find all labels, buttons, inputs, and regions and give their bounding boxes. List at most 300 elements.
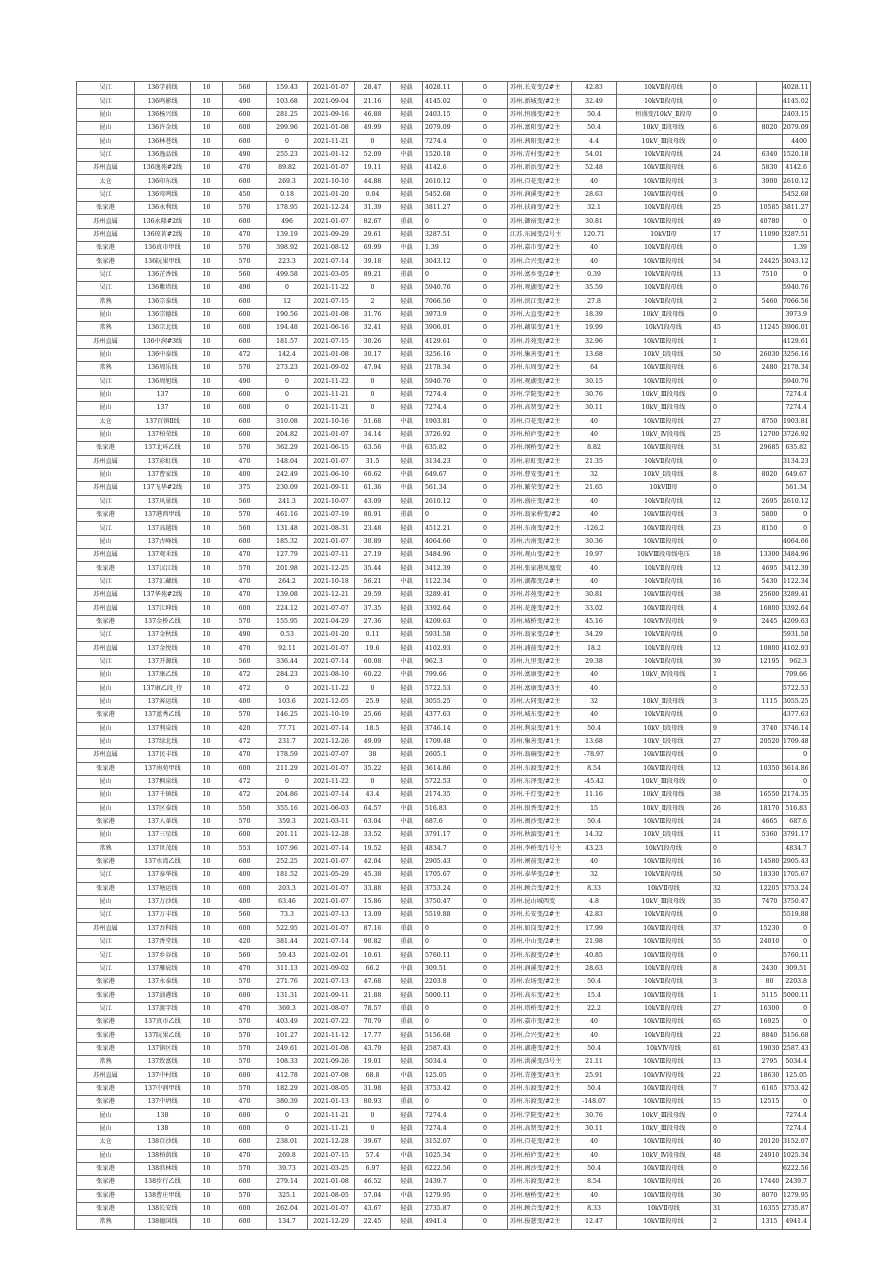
cell-peak-date: 2021-07-14 (308, 936, 355, 949)
cell-region: 昆山 (77, 1122, 135, 1135)
cell-max-current: 231.7 (267, 735, 308, 748)
cell-region: 吴江 (77, 82, 135, 95)
cell-user-count: 0 (711, 709, 757, 722)
cell-bus-name: 10kVⅡ母线 (617, 1202, 711, 1215)
cell-voltage: 10 (191, 669, 223, 682)
cell-source-substation: 苏州.如岗变/#2主 (508, 922, 572, 935)
cell-remaining-capacity: 3614.86 (783, 762, 811, 775)
table-row (77, 509, 811, 522)
cell-load-level: 轻载 (391, 949, 423, 962)
cell-load-level: 轻载 (391, 202, 423, 215)
table-row (77, 1136, 811, 1149)
cell-bus-name: 10kVⅢ段母线 (617, 1056, 711, 1069)
cell-rated-current: 570 (223, 362, 267, 375)
cell-bus-name: 10kVⅡ段母线 (617, 869, 711, 882)
cell-max-current: 496 (267, 215, 308, 228)
cell-region: 昆山 (77, 535, 135, 548)
cell-source-substation: 苏州.集善变/#1主 (508, 735, 572, 748)
cell-available-capacity: 1025.34 (423, 1149, 463, 1162)
table-row (77, 282, 811, 295)
table-row (77, 882, 811, 895)
cell-bus-name: 10kVⅡ段母线 (617, 629, 711, 642)
cell-voltage: 10 (191, 962, 223, 975)
cell-bus-load-rate: 8.54 (572, 762, 617, 775)
cell-bus-name: 10kVⅡ段母线 (617, 82, 711, 95)
cell-load-rate: 57.04 (355, 1189, 391, 1202)
cell-connected-capacity: 13300 (757, 549, 783, 562)
cell-voltage: 10 (191, 1096, 223, 1109)
cell-available-capacity: 2735.87 (423, 1202, 463, 1215)
table-row (77, 949, 811, 962)
cell-user-count: 55 (711, 936, 757, 949)
cell-bus-name: 10kVⅢ段母线 (617, 1162, 711, 1175)
cell-feeder-name: 136印东线 (135, 175, 191, 188)
table-row (77, 602, 811, 615)
cell-remaining-capacity: 309.51 (783, 962, 811, 975)
cell-rated-current: 600 (223, 762, 267, 775)
cell-connected-capacity: 12700 (757, 428, 783, 441)
cell-available-capacity: 635.82 (423, 442, 463, 455)
cell-load-level: 重载 (391, 1016, 423, 1029)
cell-load-rate: 90.82 (355, 936, 391, 949)
cell-overload-count: 0 (463, 428, 508, 441)
cell-rated-current: 472 (223, 775, 267, 788)
cell-user-count: 0 (711, 402, 757, 415)
cell-rated-current: 600 (223, 989, 267, 1002)
cell-load-rate: 63.56 (355, 442, 391, 455)
cell-max-current: 139.19 (267, 228, 308, 241)
cell-voltage: 10 (191, 122, 223, 135)
cell-connected-capacity: 18630 (757, 1069, 783, 1082)
cell-max-current: 0 (267, 682, 308, 695)
cell-region: 昆山 (77, 1149, 135, 1162)
cell-voltage: 10 (191, 442, 223, 455)
cell-region: 吴江 (77, 936, 135, 949)
cell-available-capacity: 3791.17 (423, 829, 463, 842)
cell-overload-count: 0 (463, 789, 508, 802)
cell-peak-date: 2021-10-19 (308, 709, 355, 722)
cell-connected-capacity: 19030 (757, 1042, 783, 1055)
cell-bus-name: 10kV_Ⅱ段母线 (617, 802, 711, 815)
cell-source-substation: 苏州.曹安变/#1主 (508, 468, 572, 481)
cell-peak-date: 2021-11-21 (308, 388, 355, 401)
cell-connected-capacity (757, 388, 783, 401)
table-row (77, 1162, 811, 1175)
cell-overload-count: 0 (463, 815, 508, 828)
cell-available-capacity: 0 (423, 1002, 463, 1015)
cell-voltage: 10 (191, 1002, 223, 1015)
cell-source-substation: 苏州.合兴变/#2主 (508, 255, 572, 268)
cell-load-rate: 39.18 (355, 255, 391, 268)
cell-bus-name: 10kVⅢ段母线 (617, 855, 711, 868)
cell-region: 张家港 (77, 442, 135, 455)
cell-available-capacity: 4102.93 (423, 642, 463, 655)
cell-bus-name: 10kVⅢ段母线 (617, 936, 711, 949)
cell-remaining-capacity: 3134.23 (783, 455, 811, 468)
cell-bus-load-rate: 52.48 (572, 162, 617, 175)
cell-feeder-name: 137油港线 (135, 989, 191, 1002)
cell-voltage: 10 (191, 709, 223, 722)
cell-available-capacity: 4145.02 (423, 95, 463, 108)
cell-bus-load-rate: 40 (572, 1136, 617, 1149)
cell-load-level: 轻载 (391, 1122, 423, 1135)
cell-load-level: 轻载 (391, 108, 423, 121)
cell-max-current: 325.1 (267, 1189, 308, 1202)
cell-remaining-capacity: 4941.4 (783, 1216, 811, 1229)
cell-source-substation: 苏州.东泽变/#2主 (508, 775, 572, 788)
cell-max-current: 412.78 (267, 1069, 308, 1082)
table-row (77, 669, 811, 682)
cell-connected-capacity: 12195 (757, 655, 783, 668)
cell-bus-load-rate: 21.65 (572, 482, 617, 495)
cell-available-capacity: 3152.07 (423, 1136, 463, 1149)
cell-peak-date: 2021-01-20 (308, 188, 355, 201)
cell-source-substation: 苏州.花莲变/#2主 (508, 602, 572, 615)
cell-available-capacity: 3134.23 (423, 455, 463, 468)
cell-load-rate: 0 (355, 402, 391, 415)
cell-region: 苏州直属 (77, 749, 135, 762)
cell-overload-count: 0 (463, 1096, 508, 1109)
cell-user-count: 1 (711, 335, 757, 348)
cell-source-substation: 苏州.富乡变/2#主 (508, 268, 572, 281)
cell-connected-capacity (757, 775, 783, 788)
cell-region: 昆山 (77, 829, 135, 842)
cell-overload-count: 0 (463, 695, 508, 708)
cell-max-current: 181.52 (267, 869, 308, 882)
cell-connected-capacity (757, 1162, 783, 1175)
cell-user-count: 3 (711, 976, 757, 989)
cell-rated-current: 600 (223, 135, 267, 148)
cell-available-capacity: 5760.11 (423, 949, 463, 962)
cell-load-level: 中载 (391, 815, 423, 828)
cell-region: 吴江 (77, 962, 135, 975)
cell-remaining-capacity: 1.39 (783, 242, 811, 255)
cell-region: 吴江 (77, 522, 135, 535)
cell-load-rate: 63.04 (355, 815, 391, 828)
cell-rated-current: 570 (223, 1029, 267, 1042)
cell-load-rate: 31.5 (355, 455, 391, 468)
cell-load-level: 轻载 (391, 869, 423, 882)
cell-bus-name: 10kVⅢ段母线 (617, 188, 711, 201)
cell-connected-capacity: 7510 (757, 268, 783, 281)
cell-user-count: 22 (711, 1069, 757, 1082)
cell-bus-name: 10kV_Ⅰ段母线 (617, 829, 711, 842)
cell-rated-current: 560 (223, 655, 267, 668)
cell-connected-capacity: 20520 (757, 735, 783, 748)
cell-overload-count: 0 (463, 562, 508, 575)
table-row (77, 362, 811, 375)
cell-load-rate: 45.38 (355, 869, 391, 882)
cell-connected-capacity: 4695 (757, 562, 783, 575)
table-row (77, 629, 811, 642)
cell-voltage: 10 (191, 615, 223, 628)
table-row (77, 122, 811, 135)
cell-rated-current: 600 (223, 882, 267, 895)
cell-connected-capacity: 16550 (757, 789, 783, 802)
cell-load-rate: 68.8 (355, 1069, 391, 1082)
cell-load-level: 中载 (391, 148, 423, 161)
cell-source-substation: 苏州.古南变/#2主 (508, 535, 572, 548)
cell-load-rate: 31.39 (355, 202, 391, 215)
cell-load-level: 轻载 (391, 882, 423, 895)
cell-max-current: 0 (267, 775, 308, 788)
cell-load-rate: 39.67 (355, 1136, 391, 1149)
cell-remaining-capacity: 3791.17 (783, 829, 811, 842)
cell-region: 吴江 (77, 869, 135, 882)
cell-peak-date: 2021-01-07 (308, 642, 355, 655)
cell-bus-load-rate: 18.2 (572, 642, 617, 655)
cell-source-substation: 苏州.大同变/#2主 (508, 695, 572, 708)
cell-voltage: 10 (191, 295, 223, 308)
cell-peak-date: 2021-07-15 (308, 1149, 355, 1162)
cell-load-rate: 33.88 (355, 882, 391, 895)
cell-available-capacity: 3484.96 (423, 549, 463, 562)
cell-overload-count: 0 (463, 802, 508, 815)
cell-overload-count: 0 (463, 1122, 508, 1135)
cell-connected-capacity: 16925 (757, 1016, 783, 1029)
cell-peak-date: 2021-06-15 (308, 442, 355, 455)
cell-available-capacity: 0 (423, 215, 463, 228)
cell-peak-date: 2021-06-03 (308, 802, 355, 815)
cell-max-current: 201.98 (267, 562, 308, 575)
table-row (77, 1149, 811, 1162)
cell-bus-name: 10kV_Ⅱ段母线 (617, 695, 711, 708)
cell-bus-load-rate: 8.54 (572, 1176, 617, 1189)
cell-region: 苏州直属 (77, 642, 135, 655)
cell-connected-capacity: 2695 (757, 495, 783, 508)
cell-load-level: 轻载 (391, 615, 423, 628)
cell-overload-count: 0 (463, 175, 508, 188)
cell-bus-load-rate: -126.2 (572, 522, 617, 535)
cell-bus-name: 10kVⅢ段母线 (617, 375, 711, 388)
cell-connected-capacity: 40780 (757, 215, 783, 228)
table-row (77, 495, 811, 508)
cell-bus-load-rate: 14.32 (572, 829, 617, 842)
cell-source-substation: 苏州.御宿变/#2主 (508, 215, 572, 228)
cell-bus-load-rate: 21.98 (572, 936, 617, 949)
cell-bus-name: 10kVⅢ母 (617, 482, 711, 495)
cell-region: 昆山 (77, 122, 135, 135)
cell-load-rate: 82.67 (355, 215, 391, 228)
cell-available-capacity: 7274.4 (423, 1122, 463, 1135)
cell-region: 常熟 (77, 295, 135, 308)
cell-max-current: 311.13 (267, 962, 308, 975)
cell-remaining-capacity: 649.67 (783, 468, 811, 481)
cell-available-capacity: 3256.16 (423, 348, 463, 361)
cell-load-level: 轻载 (391, 495, 423, 508)
cell-load-level: 轻载 (391, 855, 423, 868)
cell-region: 吴江 (77, 949, 135, 962)
cell-bus-name: 10kV_Ⅱ段母线 (617, 122, 711, 135)
cell-load-level: 轻载 (391, 522, 423, 535)
cell-user-count: 0 (711, 842, 757, 855)
cell-user-count: 32 (711, 882, 757, 895)
cell-remaining-capacity: 2079.09 (783, 122, 811, 135)
cell-feeder-name: 137人革线 (135, 815, 191, 828)
cell-region: 张家港 (77, 1096, 135, 1109)
cell-max-current: 255.23 (267, 148, 308, 161)
cell-voltage: 10 (191, 575, 223, 588)
cell-overload-count: 0 (463, 122, 508, 135)
cell-rated-current: 570 (223, 1042, 267, 1055)
cell-bus-load-rate: 40 (572, 242, 617, 255)
cell-load-rate: 19.6 (355, 642, 391, 655)
cell-overload-count: 0 (463, 95, 508, 108)
cell-bus-load-rate: 12.47 (572, 1216, 617, 1229)
cell-bus-load-rate: 28.63 (572, 962, 617, 975)
cell-overload-count: 0 (463, 749, 508, 762)
cell-load-rate: 29.61 (355, 228, 391, 241)
cell-region: 张家港 (77, 1016, 135, 1029)
cell-available-capacity: 1.39 (423, 242, 463, 255)
cell-overload-count: 0 (463, 375, 508, 388)
cell-available-capacity: 5034.4 (423, 1056, 463, 1069)
cell-source-substation: 苏州.闸前变/#2主 (508, 855, 572, 868)
cell-source-substation: 苏州.湖都变/2#主 (508, 575, 572, 588)
cell-feeder-name: 137民丰线 (135, 749, 191, 762)
cell-bus-name: 10kVⅢ段母线 (617, 442, 711, 455)
cell-voltage: 10 (191, 509, 223, 522)
cell-source-substation: 苏州.闽沙变/#2主 (508, 1162, 572, 1175)
cell-overload-count: 0 (463, 108, 508, 121)
cell-overload-count: 0 (463, 895, 508, 908)
cell-bus-name: 10kVⅢ段母线 (617, 1176, 711, 1189)
cell-bus-load-rate: 40 (572, 175, 617, 188)
cell-bus-name: 10kVⅢ段母线 (617, 362, 711, 375)
cell-bus-load-rate: 30.76 (572, 1109, 617, 1122)
cell-source-substation: 苏州.农场变/#2主 (508, 976, 572, 989)
table-row (77, 749, 811, 762)
table-row (77, 1202, 811, 1215)
cell-connected-capacity (757, 669, 783, 682)
cell-rated-current: 570 (223, 562, 267, 575)
cell-bus-name: 10kV_Ⅳ段母线 (617, 1149, 711, 1162)
cell-load-level: 重载 (391, 922, 423, 935)
cell-feeder-name: 137汉江线 (135, 562, 191, 575)
cell-peak-date: 2021-07-14 (308, 722, 355, 735)
cell-rated-current: 600 (223, 922, 267, 935)
cell-voltage: 10 (191, 1016, 223, 1029)
cell-max-current: 499.58 (267, 268, 308, 281)
cell-source-substation: 苏州.柏庐变/#2主 (508, 428, 572, 441)
cell-connected-capacity: 3900 (757, 175, 783, 188)
cell-rated-current: 560 (223, 909, 267, 922)
cell-bus-load-rate: 32 (572, 468, 617, 481)
table-row (77, 1056, 811, 1069)
cell-overload-count: 0 (463, 1136, 508, 1149)
cell-feeder-name: 136周旭线 (135, 375, 191, 388)
cell-voltage: 10 (191, 722, 223, 735)
cell-source-substation: 苏州.集善变/#1主 (508, 348, 572, 361)
cell-load-level: 轻载 (391, 335, 423, 348)
cell-voltage: 10 (191, 335, 223, 348)
cell-available-capacity: 2905.43 (423, 855, 463, 868)
cell-overload-count: 0 (463, 322, 508, 335)
cell-user-count: 0 (711, 282, 757, 295)
cell-max-current: 181.57 (267, 335, 308, 348)
cell-rated-current: 600 (223, 108, 267, 121)
cell-remaining-capacity: 5940.76 (783, 375, 811, 388)
cell-overload-count: 0 (463, 775, 508, 788)
cell-load-level: 重载 (391, 1096, 423, 1109)
cell-bus-name: 10kVⅡ段母线 (617, 148, 711, 161)
cell-feeder-name: 137万丰线 (135, 909, 191, 922)
cell-overload-count: 0 (463, 1002, 508, 1015)
cell-max-current: 0.18 (267, 188, 308, 201)
cell-connected-capacity (757, 482, 783, 495)
cell-bus-name: 10kV_Ⅲ段母线 (617, 1122, 711, 1135)
cell-source-substation: 苏州.大直变/#2主 (508, 308, 572, 321)
table-row (77, 175, 811, 188)
cell-overload-count: 0 (463, 909, 508, 922)
cell-load-rate: 0.04 (355, 188, 391, 201)
cell-bus-name: 10kVⅢ段母线 (617, 522, 711, 535)
cell-user-count: 51 (711, 442, 757, 455)
cell-load-level: 轻载 (391, 455, 423, 468)
cell-overload-count: 0 (463, 402, 508, 415)
cell-region: 吴江 (77, 282, 135, 295)
cell-region: 张家港 (77, 1082, 135, 1095)
cell-user-count: 48 (711, 1149, 757, 1162)
cell-voltage: 10 (191, 695, 223, 708)
cell-max-current: 131.48 (267, 522, 308, 535)
cell-overload-count: 0 (463, 869, 508, 882)
cell-remaining-capacity: 516.83 (783, 802, 811, 815)
cell-bus-load-rate: 30.81 (572, 215, 617, 228)
cell-region: 吴江 (77, 629, 135, 642)
cell-max-current: 101.27 (267, 1029, 308, 1042)
cell-overload-count: 0 (463, 1082, 508, 1095)
cell-remaining-capacity: 4102.93 (783, 642, 811, 655)
cell-connected-capacity: 8750 (757, 415, 783, 428)
table-row (77, 789, 811, 802)
cell-overload-count: 0 (463, 1056, 508, 1069)
cell-voltage: 10 (191, 388, 223, 401)
cell-voltage: 10 (191, 735, 223, 748)
cell-source-substation: 苏州.昆山城西变 (508, 895, 572, 908)
cell-peak-date: 2021-11-22 (308, 282, 355, 295)
cell-connected-capacity (757, 749, 783, 762)
cell-bus-load-rate: 0.39 (572, 268, 617, 281)
cell-load-rate: 31.98 (355, 1082, 391, 1095)
cell-bus-load-rate: 40 (572, 855, 617, 868)
cell-remaining-capacity: 4145.02 (783, 95, 811, 108)
cell-user-count: 15 (711, 1096, 757, 1109)
cell-peak-date: 2021-07-08 (308, 1069, 355, 1082)
cell-bus-load-rate: 21.35 (572, 455, 617, 468)
cell-feeder-name: 137中润甲线 (135, 1082, 191, 1095)
table-row (77, 989, 811, 1002)
cell-bus-load-rate: 30.15 (572, 375, 617, 388)
cell-available-capacity: 649.67 (423, 468, 463, 481)
cell-source-substation: 苏州.百花变/#2主 (508, 415, 572, 428)
cell-source-substation: 苏州.张家港凤凰变 (508, 562, 572, 575)
cell-rated-current: 472 (223, 789, 267, 802)
cell-voltage: 10 (191, 549, 223, 562)
cell-load-rate: 0 (355, 375, 391, 388)
cell-region: 昆山 (77, 402, 135, 415)
cell-voltage: 10 (191, 188, 223, 201)
cell-connected-capacity (757, 375, 783, 388)
cell-region: 昆山 (77, 348, 135, 361)
cell-max-current: 92.11 (267, 642, 308, 655)
table-row (77, 802, 811, 815)
cell-bus-load-rate: 32 (572, 695, 617, 708)
cell-voltage: 10 (191, 1056, 223, 1069)
cell-feeder-name: 136莺鸣线 (135, 188, 191, 201)
cell-voltage: 10 (191, 1189, 223, 1202)
cell-available-capacity: 2178.34 (423, 362, 463, 375)
